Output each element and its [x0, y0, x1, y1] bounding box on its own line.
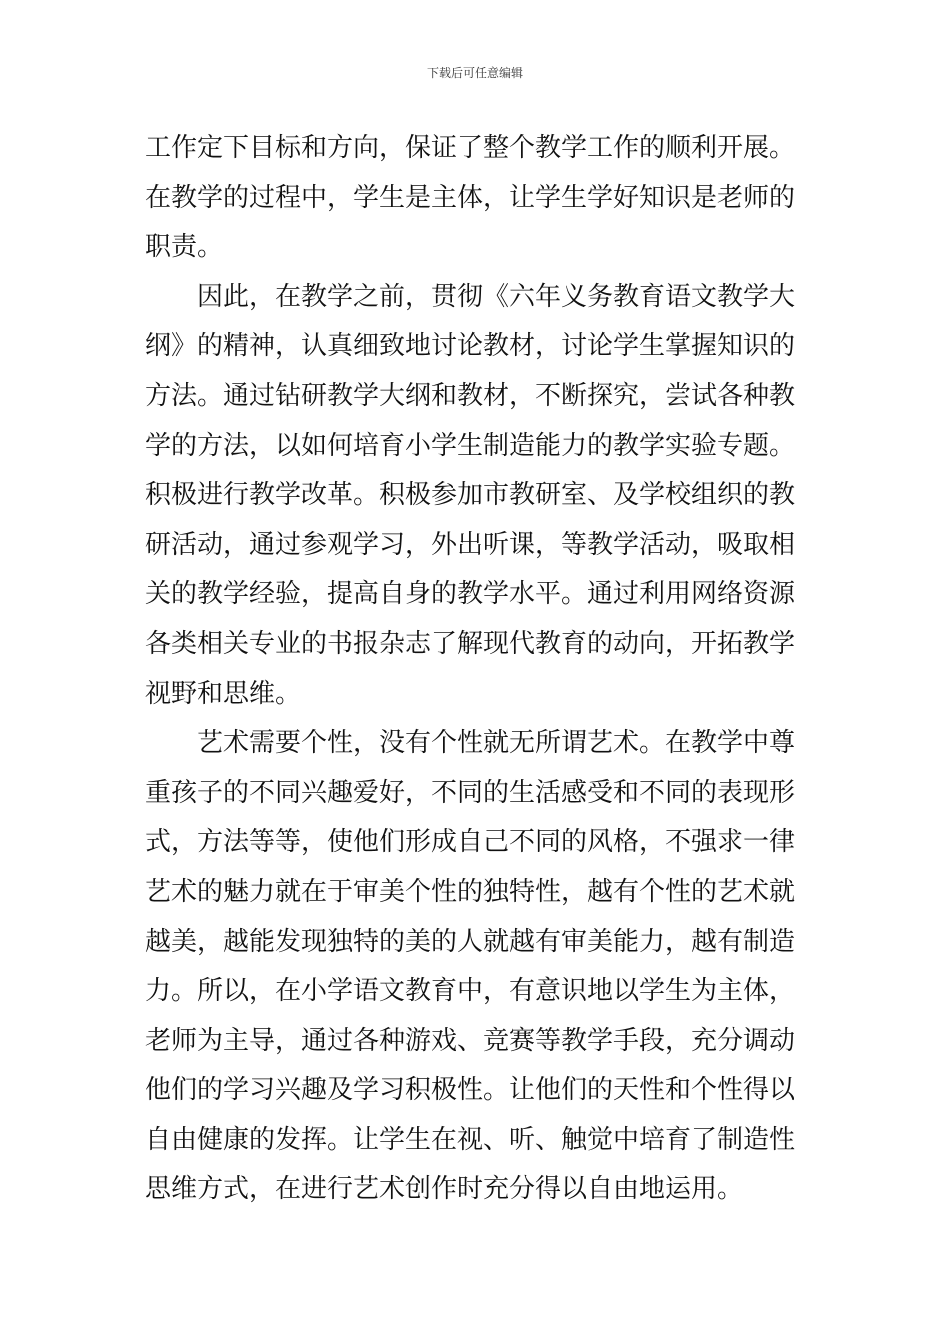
text-line: 在教学的过程中，学生是主体，让学生学好知识是老师的 — [145, 182, 796, 213]
text-line: 学的方法，以如何培育小学生制造能力的教学实验专题。 — [145, 430, 796, 461]
text-line: 视野和思维。 — [145, 678, 302, 709]
paragraph-start-line: 艺术需要个性，没有个性就无所谓艺术。在教学中尊 — [197, 728, 796, 759]
text-line: 艺术的魅力就在于审美个性的独特性，越有个性的艺术就 — [145, 876, 796, 907]
text-line: 研活动，通过参观学习，外出听课，等教学活动，吸取相 — [145, 529, 796, 560]
text-line: 思维方式，在进行艺术创作时充分得以自由地运用。 — [145, 1174, 744, 1205]
text-line: 自由健康的发挥。让学生在视、听、触觉中培育了制造性 — [145, 1124, 796, 1155]
page-header-note: 下载后可任意编辑 — [426, 66, 523, 80]
text-line: 式，方法等等，使他们形成自己不同的风格，不强求一律 — [145, 827, 796, 858]
text-line: 重孩子的不同兴趣爱好，不同的生活感受和不同的表现形 — [145, 777, 796, 808]
text-line: 职责。 — [145, 232, 224, 263]
text-line: 关的教学经验，提高自身的教学水平。通过利用网络资源 — [145, 579, 796, 610]
paragraph-start-line: 因此，在教学之前，贯彻《六年义务教育语文教学大 — [197, 281, 796, 312]
text-line: 积极进行教学改革。积极参加市教研室、及学校组织的教 — [145, 480, 796, 511]
text-line: 工作定下目标和方向，保证了整个教学工作的顺利开展。 — [145, 133, 796, 163]
text-line: 各类相关专业的书报杂志了解现代教育的动向，开拓教学 — [145, 628, 796, 659]
text-line: 纲》的精神，认真细致地讨论教材，讨论学生掌握知识的 — [145, 331, 796, 362]
document-body — [145, 124, 810, 1215]
text-line: 他们的学习兴趣及学习积极性。让他们的天性和个性得以 — [145, 1075, 796, 1106]
text-line: 力。所以，在小学语文教育中，有意识地以学生为主体， — [145, 976, 796, 1007]
text-line: 方法。通过钻研教学大纲和教材，不断探究，尝试各种教 — [145, 380, 796, 411]
text-line: 越美，越能发现独特的美的人就越有审美能力，越有制造 — [145, 926, 796, 957]
text-line: 老师为主导，通过各种游戏、竞赛等教学手段，充分调动 — [145, 1025, 796, 1056]
